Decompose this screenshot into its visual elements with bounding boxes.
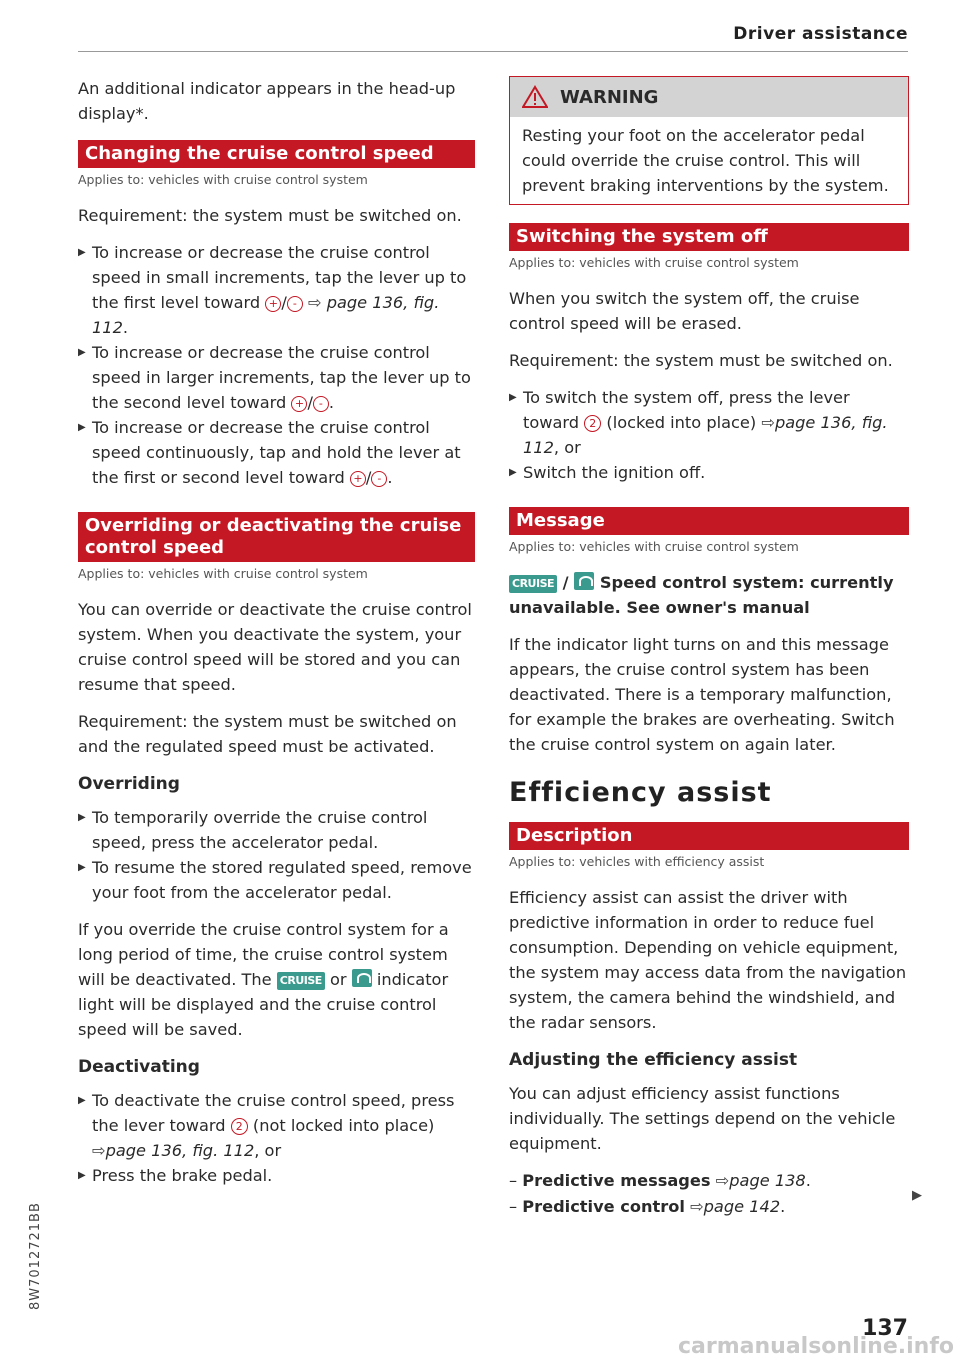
plus-button-icon: + xyxy=(291,396,307,412)
speedometer-indicator-icon xyxy=(352,969,372,987)
page-reference-arrow-icon: ⇨ xyxy=(715,1171,730,1190)
overriding-steps xyxy=(78,805,475,905)
section-title-message: Message xyxy=(509,507,909,535)
page-reference-arrow-icon: ⇨ xyxy=(761,413,775,432)
page-reference-link[interactable]: page 136, fig. 112 xyxy=(523,413,888,457)
minus-button-icon: - xyxy=(287,296,303,312)
subheading-overriding: Overriding xyxy=(78,774,180,794)
applies-to-note: Applies to: vehicles with cruise control system xyxy=(78,172,368,187)
warning-triangle-icon xyxy=(522,85,548,109)
deactivation-paragraph: If you override the cruise control system for a long period of time, the cruise control system will be deactivated. The CRUISE or indicator light will be displayed and the cruise control speed will be saved. xyxy=(78,920,449,1039)
section-title-change-speed: Changing the cruise control speed xyxy=(78,140,475,168)
continue-arrow-icon: ▶ xyxy=(912,1188,922,1203)
warning-box xyxy=(509,76,909,205)
page-reference-link[interactable]: page 142 xyxy=(703,1197,781,1216)
change-speed-steps xyxy=(78,240,475,490)
step-item: ▶ To switch the system off, press the lever toward 2 (locked into place) ⇨page 136, fig. 112, or xyxy=(509,385,909,460)
cruise-indicator-icon: CRUISE xyxy=(277,972,325,990)
message-paragraph: If the indicator light turns on and this message appears, the cruise control system has been deactivated. There is a temporary malfunction, for example the brakes are overheating. Switch the cruise control system on again later. xyxy=(509,635,895,754)
left-column xyxy=(78,76,475,1200)
page-reference-link[interactable]: page 136, fig. 112 xyxy=(92,293,440,337)
step-item: ▶ Switch the ignition off. xyxy=(509,460,909,485)
description-paragraph: Efficiency assist can assist the driver with predictive information in order to reduce fuel consumption. Depending on vehicle equipment, the system may access data from the navigation system, the camera behind the windshield, and the radar sensors. xyxy=(509,888,907,1032)
step-item: ▶ To increase or decrease the cruise control speed continuously, tap and hold the lever at the first or second level toward + / - . xyxy=(78,415,475,490)
subheading-adjusting: Adjusting the efficiency assist xyxy=(509,1050,798,1070)
deactivating-steps xyxy=(78,1088,475,1188)
subheading-deactivating: Deactivating xyxy=(78,1057,200,1077)
applies-to-note: Applies to: vehicles with cruise control system xyxy=(509,539,799,554)
section-title-override: Overriding or deactivating the cruise control speed xyxy=(78,512,475,562)
message-heading: CRUISE / Speed control system: currently unavailable. See owner's manual xyxy=(509,573,894,617)
page-reference-arrow-icon: ⇨ xyxy=(92,1141,106,1160)
plus-button-icon: + xyxy=(350,471,366,487)
warning-title: WARNING xyxy=(560,86,659,108)
warning-header xyxy=(510,77,908,117)
watermark-text: carmanualsonline.info xyxy=(678,1334,954,1359)
applies-to-note: Applies to: vehicles with efficiency assist xyxy=(509,854,765,869)
page-number: 137 xyxy=(862,1316,908,1341)
switch-off-paragraph: When you switch the system off, the cruise control speed will be erased. xyxy=(509,289,860,333)
page-reference-arrow-icon: ⇨ xyxy=(690,1197,704,1216)
page-reference-link[interactable]: page 136, fig. 112 xyxy=(105,1141,255,1160)
minus-button-icon: - xyxy=(313,396,329,412)
chapter-heading-efficiency-assist: Efficiency assist xyxy=(509,777,772,808)
page-reference-arrow-icon: ⇨ xyxy=(307,293,322,312)
list-item: – Predictive messages ⇨page 138. xyxy=(509,1171,811,1190)
page-reference-link[interactable]: page 138 xyxy=(729,1171,806,1190)
applies-to-note: Applies to: vehicles with cruise control system xyxy=(78,566,368,581)
position-2-icon: 2 xyxy=(584,415,601,432)
header-section-title: Driver assistance xyxy=(733,24,908,44)
cruise-indicator-icon: CRUISE xyxy=(509,575,557,593)
minus-button-icon: - xyxy=(371,471,387,487)
switch-off-requirement: Requirement: the system must be switched on. xyxy=(509,351,893,370)
plus-button-icon: + xyxy=(265,296,281,312)
step-item: ▶ To deactivate the cruise control speed, press the lever toward 2 (not locked into place) ⇨page 136, fig. 112, or xyxy=(78,1088,475,1163)
position-2-icon: 2 xyxy=(231,1118,248,1135)
section-title-description: Description xyxy=(509,822,909,850)
intro-paragraph: An additional indicator appears in the head-up display*. xyxy=(78,79,456,123)
list-item: – Predictive control ⇨page 142. xyxy=(509,1197,786,1216)
step-item: ▶ To temporarily override the cruise control speed, press the accelerator pedal. xyxy=(78,805,475,855)
section-title-switch-off: Switching the system off xyxy=(509,223,909,251)
right-column xyxy=(509,76,909,1230)
applies-to-note: Applies to: vehicles with cruise control system xyxy=(509,255,799,270)
switch-off-steps xyxy=(509,385,909,485)
override-requirement: Requirement: the system must be switched on and the regulated speed must be activated. xyxy=(78,712,457,756)
speedometer-indicator-icon xyxy=(574,572,594,590)
step-item: ▶ To resume the stored regulated speed, remove your foot from the accelerator pedal. xyxy=(78,855,475,905)
step-item: ▶ To increase or decrease the cruise control speed in small increments, tap the lever up to the first level toward + / - ⇨ page 136, fig. 112. xyxy=(78,240,475,340)
warning-text: Resting your foot on the accelerator pedal could override the cruise control. This will prevent braking interventions by the system. xyxy=(522,126,889,195)
override-paragraph: You can override or deactivate the cruise control system. When you deactivate the system, your cruise control speed will be stored and you can resume that speed. xyxy=(78,600,472,694)
adjusting-paragraph: You can adjust efficiency assist functions individually. The settings depend on the vehicle equipment. xyxy=(509,1084,896,1153)
step-item: ▶ To increase or decrease the cruise control speed in larger increments, tap the lever up to the second level toward + / - . xyxy=(78,340,475,415)
step-item: ▶ Press the brake pedal. xyxy=(78,1163,475,1188)
requirement-text: Requirement: the system must be switched on. xyxy=(78,206,462,225)
header-rule xyxy=(78,51,908,52)
document-code: 8W7012721BB xyxy=(28,1202,43,1310)
efficiency-links xyxy=(509,1168,909,1220)
